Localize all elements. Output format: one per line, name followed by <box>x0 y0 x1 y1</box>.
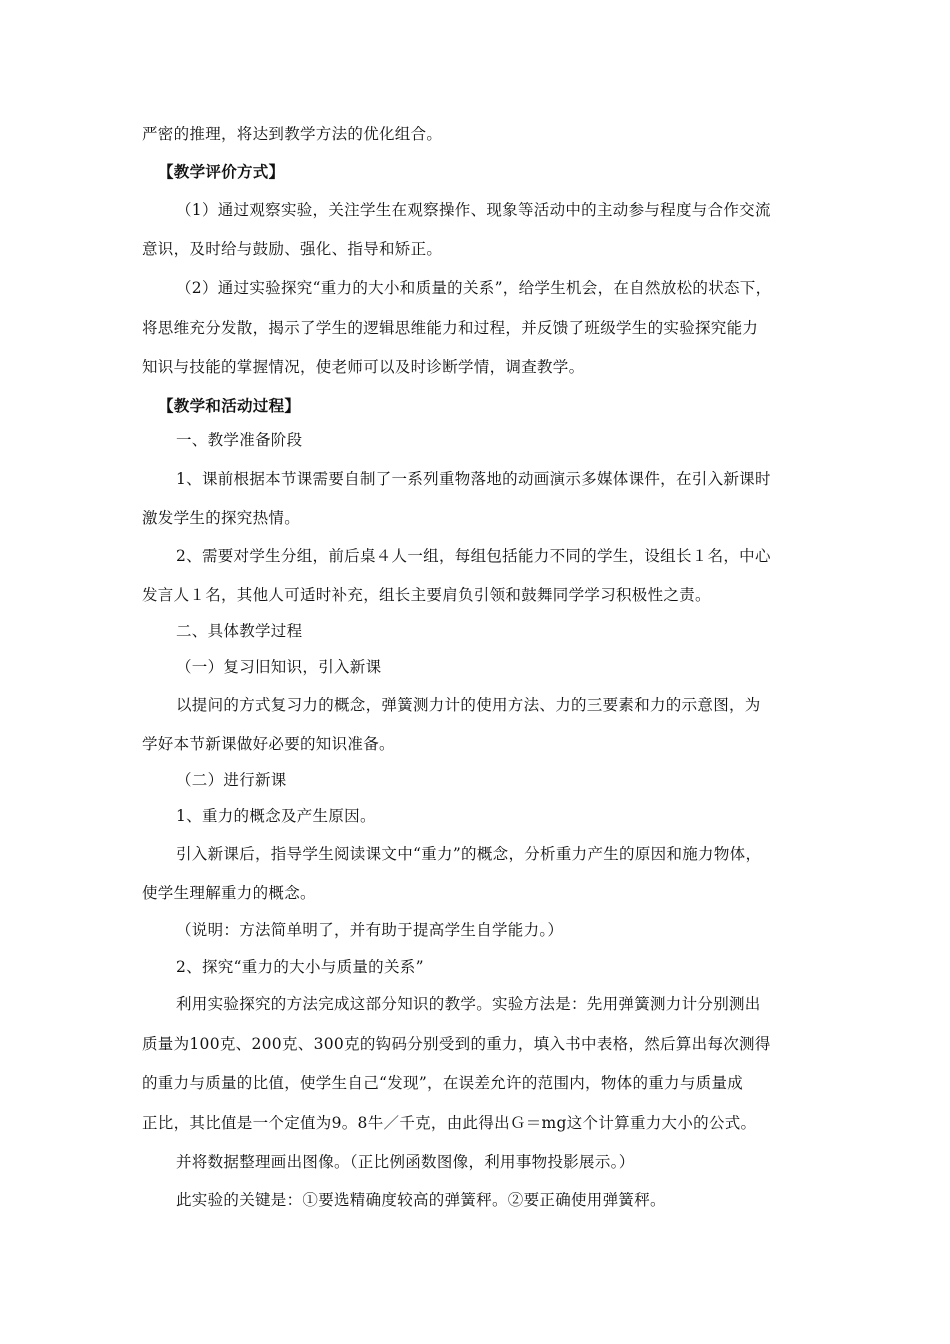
paragraph-line: 将思维充分发散，揭示了学生的逻辑思维能力和过程，并反馈了班级学生的实验探究能力 <box>142 319 759 337</box>
paragraph-line: 使学生理解重力的概念。 <box>142 884 316 902</box>
section-heading-evaluation: 【教学评价方式】 <box>158 162 285 181</box>
paragraph-line: 学好本节新课做好必要的知识准备。 <box>142 735 395 753</box>
paragraph-line: 并将数据整理画出图像。（正比例函数图像，利用事物投影展示。） <box>176 1153 635 1171</box>
subheading-line: （二）进行新课 <box>176 771 287 789</box>
paragraph-line: 以提问的方式复习力的概念，弹簧测力计的使用方法、力的三要素和力的示意图，为 <box>176 696 761 714</box>
paragraph-line: 的重力与质量的比值，使学生自己“发现”，在误差允许的范围内，物体的重力与质量成 <box>142 1074 744 1092</box>
paragraph-line: （2）通过实验探究“重力的大小和质量的关系”，给学生机会，在自然放松的状态下， <box>176 279 772 297</box>
section-heading-process: 【教学和活动过程】 <box>158 396 301 415</box>
paragraph-line: （1）通过观察实验，关注学生在观察操作、现象等活动中的主动参与程度与合作交流 <box>176 201 771 219</box>
paragraph-line: 意识，及时给与鼓励、强化、指导和矫正。 <box>142 240 443 258</box>
paragraph-line: 知识与技能的掌握情况，使老师可以及时诊断学情，调查教学。 <box>142 358 585 376</box>
subheading-line: 一、教学准备阶段 <box>176 431 303 449</box>
paragraph-line: 发言人１名，其他人可适时补充，组长主要肩负引领和鼓舞同学学习积极性之责。 <box>142 586 711 604</box>
paragraph-line: 引入新课后，指导学生阅读课文中“重力”的概念，分析重力产生的原因和施力物体， <box>176 845 762 863</box>
paragraph-line: 此实验的关键是：①要选精确度较高的弹簧秤。②要正确使用弹簧秤。 <box>176 1191 666 1209</box>
subheading-line: 2、探究“重力的大小与质量的关系” <box>176 958 424 976</box>
paragraph-line: 质量为100克、200克、300克的钩码分别受到的重力，填入书中表格，然后算出每次测得 <box>142 1035 771 1053</box>
paragraph-line: 严密的推理，将达到教学方法的优化组合。 <box>142 125 443 143</box>
paragraph-line: 正比，其比值是一个定值为9。8牛／千克，由此得出Ｇ＝mg这个计算重力大小的公式。 <box>142 1114 757 1132</box>
paragraph-line: 1、重力的概念及产生原因。 <box>176 807 376 825</box>
subheading-line: 二、具体教学过程 <box>176 622 303 640</box>
paragraph-line: 利用实验探究的方法完成这部分知识的教学。实验方法是：先用弹簧测力计分别测出 <box>176 995 761 1013</box>
paragraph-line: 激发学生的探究热情。 <box>142 509 301 527</box>
subheading-line: （一）复习旧知识，引入新课 <box>176 658 382 676</box>
paragraph-line: 1、课前根据本节课需要自制了一系列重物落地的动画演示多媒体课件，在引入新课时 <box>176 470 771 488</box>
note-line: （说明：方法简单明了，并有助于提高学生自学能力。） <box>176 921 564 939</box>
paragraph-line: 2、需要对学生分组，前后桌４人一组，每组包括能力不同的学生，设组长１名，中心 <box>176 547 771 565</box>
